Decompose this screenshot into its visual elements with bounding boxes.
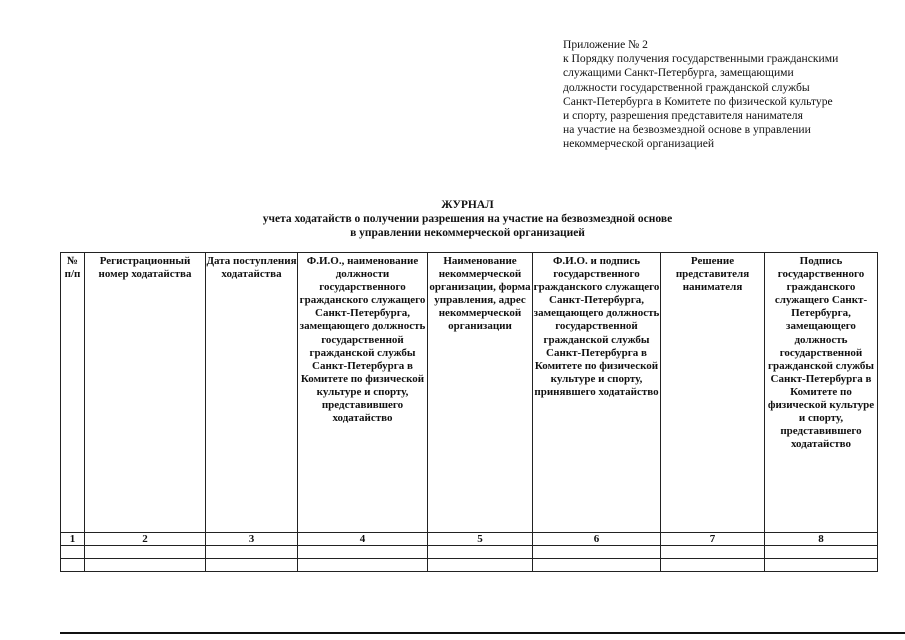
table-cell xyxy=(61,546,85,559)
column-number: 7 xyxy=(661,533,765,546)
appendix-line: некоммерческой организацией xyxy=(563,137,715,151)
column-number: 4 xyxy=(298,533,428,546)
table-cell xyxy=(765,546,878,559)
col-header-registration-number: Регистрационный номер ходатайства xyxy=(85,253,206,533)
table-cell xyxy=(298,546,428,559)
col-header-organization: Наименование некоммерческой организации, форма управления, адрес некоммерческой организации xyxy=(428,253,533,533)
column-number-row xyxy=(61,533,878,546)
header-row xyxy=(61,253,878,533)
table-cell xyxy=(765,559,878,572)
journal-title: ЖУРНАЛ xyxy=(441,199,494,211)
table-cell xyxy=(85,559,206,572)
col-header-receipt-date: Дата поступления ходатайства xyxy=(206,253,298,533)
appendix-line: и спорту, разрешения представителя нанимателя xyxy=(563,109,803,123)
table-cell xyxy=(661,559,765,572)
table-cell xyxy=(533,559,661,572)
appendix-line: должности государственной гражданской службы xyxy=(563,80,810,94)
column-number: 6 xyxy=(533,533,661,546)
column-number: 2 xyxy=(85,533,206,546)
table-cell xyxy=(206,546,298,559)
appendix-line: Санкт-Петербурга в Комитете по физической культуре xyxy=(563,94,833,108)
table-row xyxy=(61,546,878,559)
table-cell xyxy=(298,559,428,572)
table-cell xyxy=(206,559,298,572)
column-number: 5 xyxy=(428,533,533,546)
journal-subtitle-line: учета ходатайств о получении разрешения на участие на безвозмездной основе xyxy=(262,213,673,225)
col-header-receiver: Ф.И.О. и подпись государственного гражданского служащего Санкт-Петербурга, замещающего должность государственной гражданской службы Санкт-Петербурга в Комитете по физической культуре и спорту, принявшего ходатайство xyxy=(533,253,661,533)
table-cell xyxy=(428,546,533,559)
column-number: 3 xyxy=(206,533,298,546)
journal-heading xyxy=(180,198,755,240)
journal-table xyxy=(60,252,878,572)
table-cell xyxy=(428,559,533,572)
col-header-signature: Подпись государственного гражданского служащего Санкт-Петербурга, замещающего должность государственной гражданской службы Санкт-Петербурга в Комитете по физической культуре и спорту, представившего ходатайство xyxy=(765,253,878,533)
appendix-line: служащими Санкт-Петербурга, замещающими xyxy=(563,66,794,80)
table-cell xyxy=(85,546,206,559)
journal-subtitle-line: в управлении некоммерческой организацией xyxy=(350,227,585,239)
appendix-line: на участие на безвозмездной основе в управлении xyxy=(563,123,811,137)
column-number: 1 xyxy=(61,533,85,546)
appendix-line: к Порядку получения государственными гражданскими xyxy=(563,52,839,66)
col-header-number: № п/п xyxy=(61,253,85,533)
column-number: 8 xyxy=(765,533,878,546)
col-header-decision: Решение представителя нанимателя xyxy=(661,253,765,533)
appendix-line: Приложение № 2 xyxy=(563,38,648,51)
table-cell xyxy=(661,546,765,559)
col-header-applicant: Ф.И.О., наименование должности государственного гражданского служащего Санкт-Петербурга, замещающего должность государственной гражданской службы Санкт-Петербурга в Комитете по физической культуре и спорту, представившего ходатайство xyxy=(298,253,428,533)
table-cell xyxy=(61,559,85,572)
table-row xyxy=(61,559,878,572)
table-cell xyxy=(533,546,661,559)
appendix-block xyxy=(563,38,883,152)
scan-edge-line xyxy=(60,632,905,634)
